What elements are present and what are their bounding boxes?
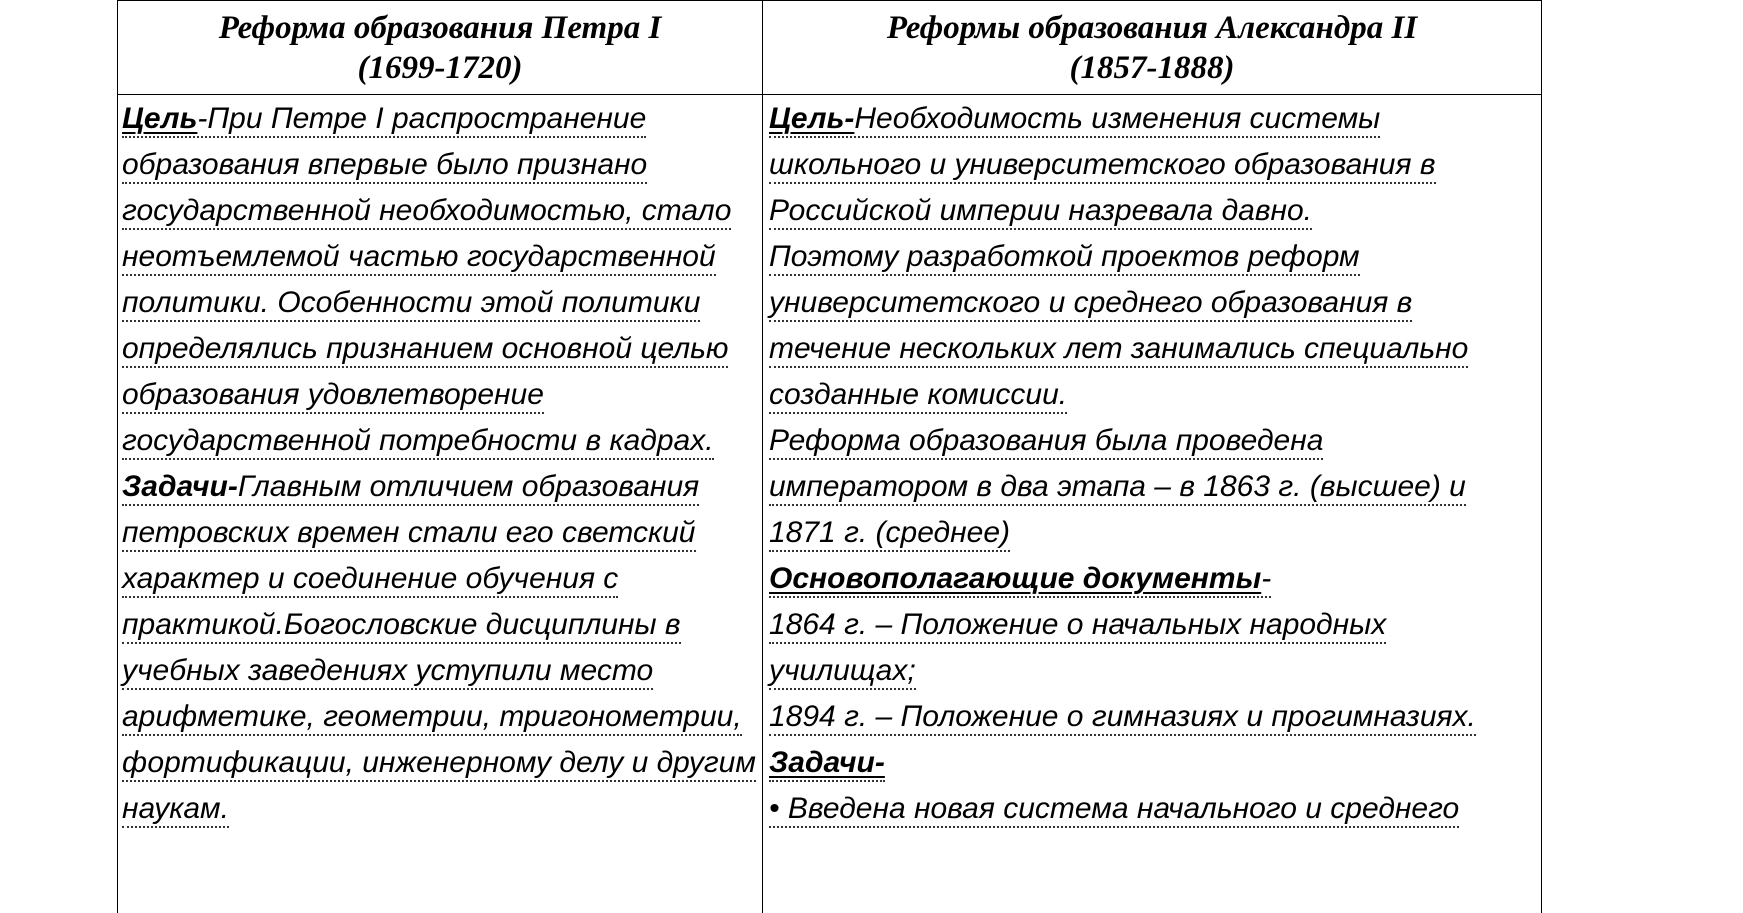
alexander-docs-line: Основополагающие документы- — [769, 559, 1539, 605]
header-peter-years: (1699-1720) — [357, 50, 523, 86]
text-line: наукам. — [122, 789, 758, 835]
text-line: императором в два этапа – в 1863 г. (высшее) и — [769, 467, 1539, 513]
table-header-row — [118, 1, 1541, 95]
peter-goal-text: При Петре I распространение — [207, 102, 647, 135]
text-line: политики. Особенности этой политики — [122, 283, 758, 329]
text-line: образования удовлетворение — [122, 375, 758, 421]
reforms-table — [117, 0, 1542, 913]
peter-goal-label: Цель — [122, 102, 198, 135]
header-peter — [118, 1, 762, 95]
header-alexander-title: Реформы образования Александра II — [886, 10, 1418, 46]
alexander-goal-text: Необходимость изменения системы — [854, 102, 1381, 135]
text-line: течение нескольких лет занимались специально — [769, 329, 1539, 375]
text-line: школьного и университетского образования в — [769, 145, 1539, 191]
header-alexander — [763, 1, 1541, 95]
text-line: государственной необходимостью, стало — [122, 191, 758, 237]
text-line: практикой.Богословские дисциплины в — [122, 605, 758, 651]
text-line: неотъемлемой частью государственной — [122, 237, 758, 283]
text-line: определялись признанием основной целью — [122, 329, 758, 375]
alexander-goal-line — [769, 99, 1539, 145]
text-line: университетского и среднего образования в — [769, 283, 1539, 329]
text-line: Реформа образования была проведена — [769, 421, 1539, 467]
cell-peter — [122, 99, 758, 835]
text-line: государственной потребности в кадрах. — [122, 421, 758, 467]
text-line: петровских времен стали его светский — [122, 513, 758, 559]
header-peter-title: Реформа образования Петра I — [218, 10, 662, 46]
cell-alexander — [769, 99, 1539, 835]
text-line: 1894 г. – Положение о гимназиях и прогимназиях. — [769, 697, 1539, 743]
alexander-tasks-label: Задачи- — [769, 746, 885, 779]
alexander-docs-label: Основополагающие документы — [769, 562, 1262, 595]
text-line: 1864 г. – Положение о начальных народных — [769, 605, 1539, 651]
text-line: училищах; — [769, 651, 1539, 697]
text-line: арифметике, геометрии, тригонометрии, — [122, 697, 758, 743]
text-line: характер и соединение обучения с — [122, 559, 758, 605]
peter-tasks-label: Задачи- — [122, 470, 238, 503]
text-line: созданные комиссии. — [769, 375, 1539, 421]
alexander-goal-label: Цель- — [769, 102, 855, 135]
text-line: Поэтому разработкой проектов реформ — [769, 237, 1539, 283]
text-line: 1871 г. (среднее) — [769, 513, 1539, 559]
text-line: Российской империи назревала давно. — [769, 191, 1539, 237]
peter-tasks-line — [122, 467, 758, 513]
header-alexander-years: (1857-1888) — [1069, 50, 1235, 86]
text-line: • Введена новая система начального и среднего — [769, 789, 1539, 835]
column-divider — [762, 1, 763, 913]
alexander-tasks-line — [769, 743, 1539, 789]
text-line: фортификации, инженерному делу и другим — [122, 743, 758, 789]
peter-tasks-text: Главным отличием образования — [237, 470, 700, 503]
text-line: учебных заведениях уступили место — [122, 651, 758, 697]
text-line: образования впервые было признано — [122, 145, 758, 191]
peter-goal-line: Цель-При Петре I распространение — [122, 99, 758, 145]
